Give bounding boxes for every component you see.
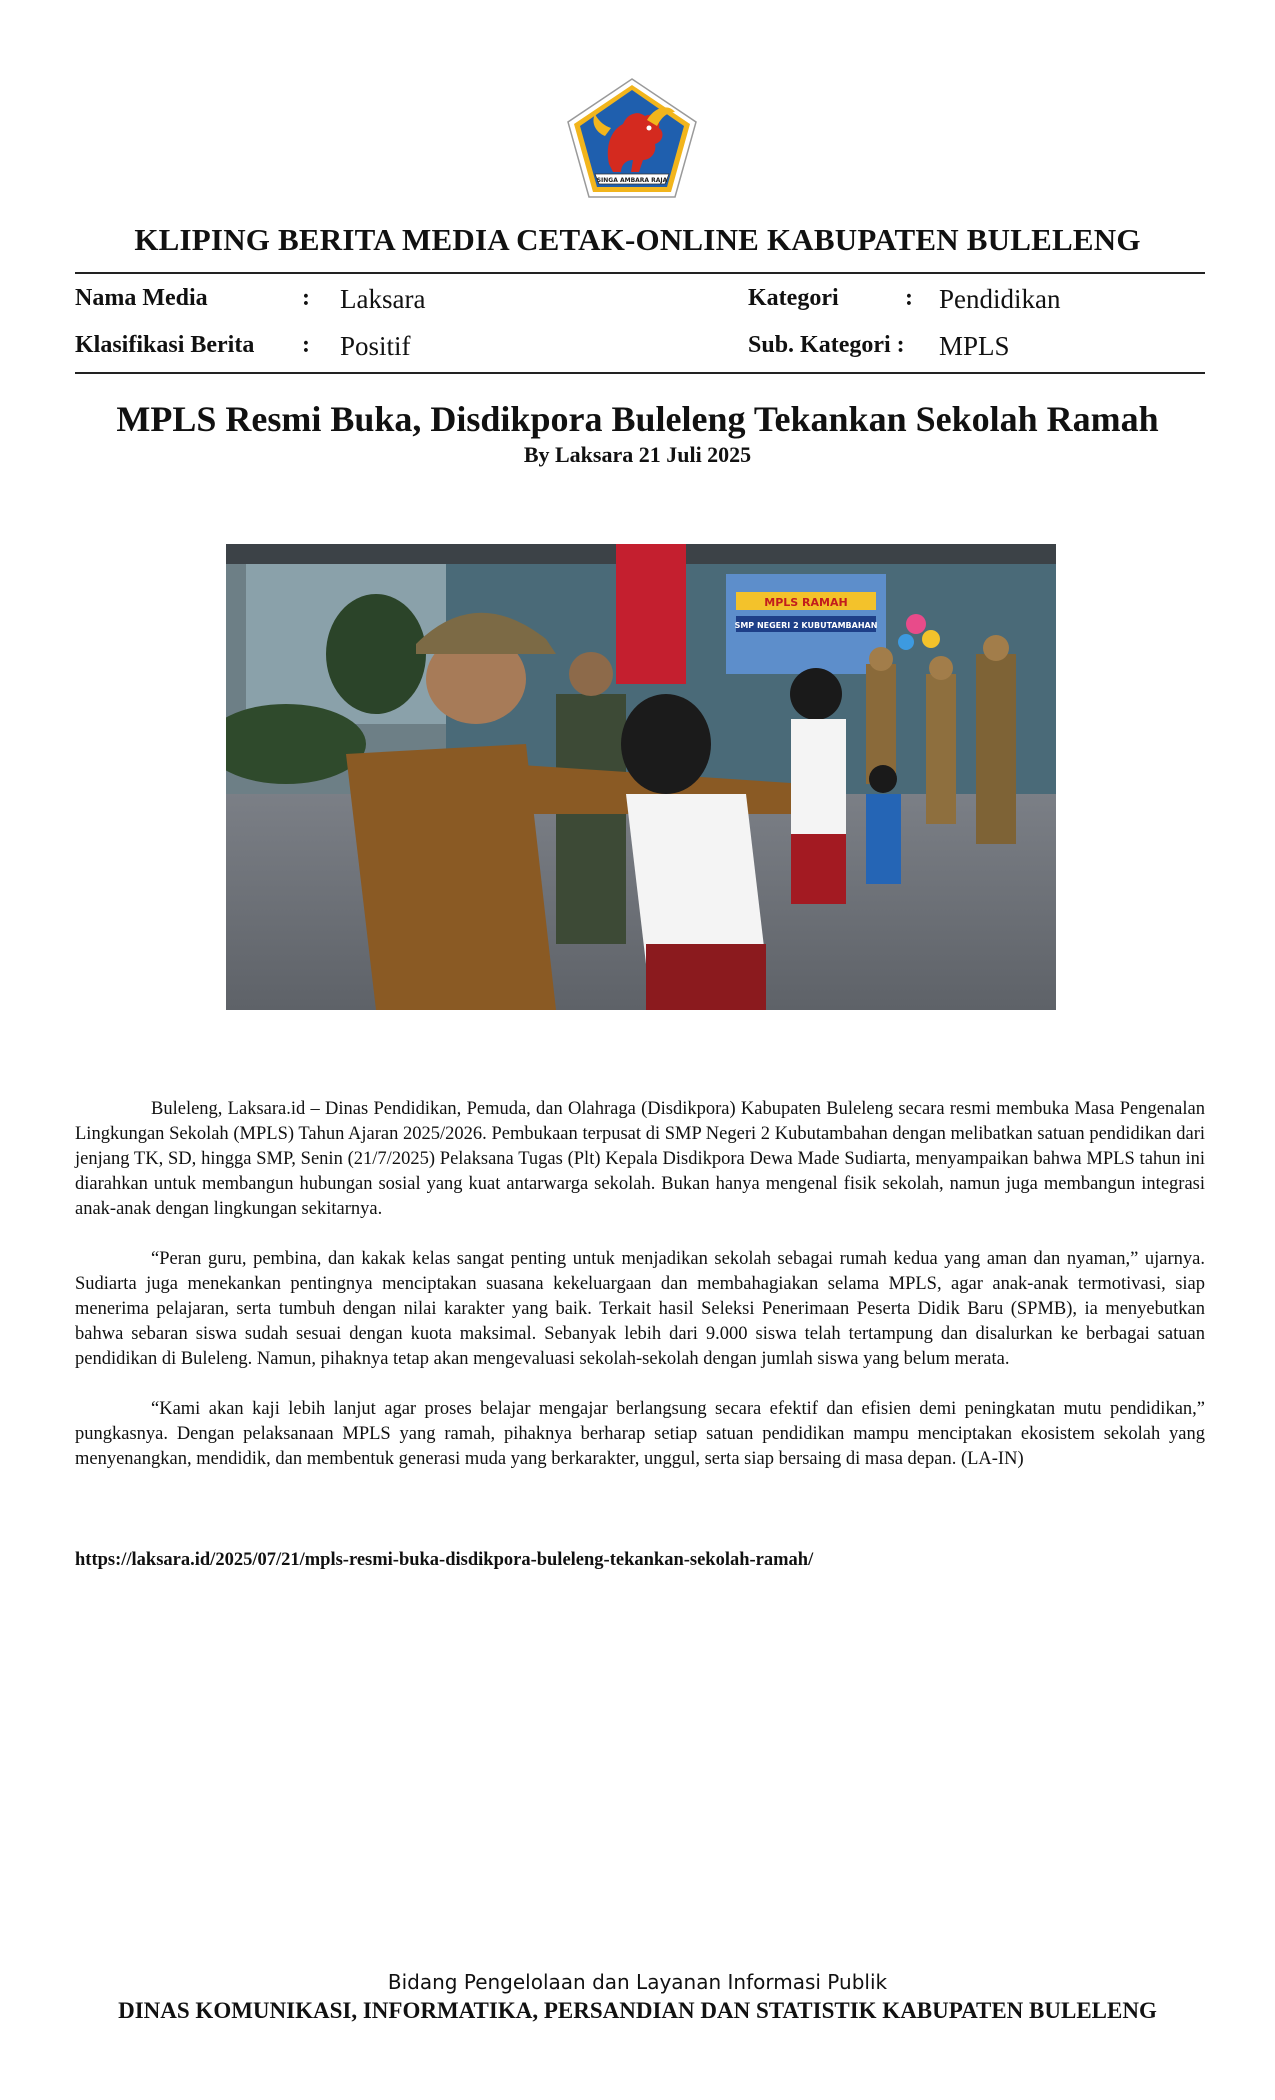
article-paragraph: “Peran guru, pembina, dan kakak kelas sangat penting untuk menjadikan sekolah sebagai rumah kedua yang aman dan nyaman,” ujarnya. Sudiarta juga menekankan pentingnya menciptakan suasana kekeluargaan dan membahagiakan selama MPLS, agar anak-anak termotivasi, siap menerima pelajaran, serta tumbuh dengan nilai karakter yang baik. Terkait hasil Seleksi Penerimaan Peserta Didik Baru (SPMB), ia menyebutkan bahwa sebaran siswa sudah sesuai dengan kuota maksimal. Sebanyak lebih dari 9.000 siswa telah tertampung dan disalurkan ke berbagai satuan pendidikan di Buleleng. Namun, pihaknya tetap akan mengevaluasi sekolah-sekolah dengan jumlah siswa yang belum merata. bbox=[75, 1249, 1205, 1369]
article-body bbox=[75, 1097, 1205, 1497]
media-name-colon: : bbox=[302, 285, 310, 311]
news-classification-value: Positif bbox=[340, 331, 411, 361]
article-paragraph: “Kami akan kaji lebih lanjut agar proses belajar mengajar berlangsung secara efektif dan efisien demi peningkatan mutu pendidikan,” pungkasnya. Dengan pelaksanaan MPLS yang ramah, pihaknya berharap setiap satuan pendidikan mampu menciptakan ekosistem sekolah yang menyenangkan, mendidik, dan membentuk generasi muda yang berkarakter, unggul, serta siap bersaing di masa depan. (LA-IN) bbox=[75, 1399, 1205, 1469]
header-bottom-divider bbox=[75, 372, 1205, 374]
photo-banner-line-1: MPLS RAMAH bbox=[764, 596, 848, 609]
buleleng-emblem-logo bbox=[565, 76, 699, 200]
media-name-label: Nama Media bbox=[75, 285, 208, 311]
category-value: Pendidikan bbox=[939, 284, 1061, 314]
article-title: MPLS Resmi Buka, Disdikpora Buleleng Tekankan Sekolah Ramah bbox=[116, 399, 1159, 439]
news-classification-label: Klasifikasi Berita bbox=[75, 332, 255, 358]
category-colon: : bbox=[905, 285, 913, 311]
sub-category-value: MPLS bbox=[939, 331, 1010, 361]
media-name-value: Laksara bbox=[340, 284, 426, 314]
category-label: Kategori bbox=[748, 285, 839, 311]
footer-agency: DINAS KOMUNIKASI, INFORMATIKA, PERSANDIAN DAN STATISTIK KABUPATEN BULELENG bbox=[118, 1998, 1157, 2023]
news-classification-colon: : bbox=[302, 332, 310, 358]
header-top-divider bbox=[75, 272, 1205, 274]
photo-banner-line-2: SMP NEGERI 2 KUBUTAMBAHAN bbox=[734, 621, 878, 630]
sub-category-label: Sub. Kategori : bbox=[748, 332, 905, 358]
article-photo bbox=[226, 544, 1056, 1010]
clipping-header-title: KLIPING BERITA MEDIA CETAK-ONLINE KABUPATEN BULELENG bbox=[134, 222, 1141, 257]
source-link[interactable]: https://laksara.id/2025/07/21/mpls-resmi-buka-disdikpora-buleleng-tekankan-sekolah-ramah/ bbox=[75, 1550, 814, 1570]
article-byline: By Laksara 21 Juli 2025 bbox=[523, 442, 752, 467]
footer-division: Bidang Pengelolaan dan Layanan Informasi Publik bbox=[387, 1970, 888, 1994]
logo-caption: SINGA AMBARA RAJA bbox=[596, 177, 668, 184]
article-paragraph: Buleleng, Laksara.id – Dinas Pendidikan, Pemuda, dan Olahraga (Disdikpora) Kabupaten Buleleng secara resmi membuka Masa Pengenalan Lingkungan Sekolah (MPLS) Tahun Ajaran 2025/2026. Pembukaan terpusat di SMP Negeri 2 Kubutambahan dengan melibatkan satuan pendidikan dari jenjang TK, SD, hingga SMP, Senin (21/7/2025) Pelaksana Tugas (Plt) Kepala Disdikpora Dewa Made Sudiarta, menyampaikan bahwa MPLS tahun ini diarahkan untuk membangun hubungan sosial yang kuat antarwarga sekolah. Bukan hanya mengenal fisik sekolah, namun juga membangun integrasi anak-anak dengan lingkungan sekitarnya. bbox=[75, 1099, 1205, 1219]
